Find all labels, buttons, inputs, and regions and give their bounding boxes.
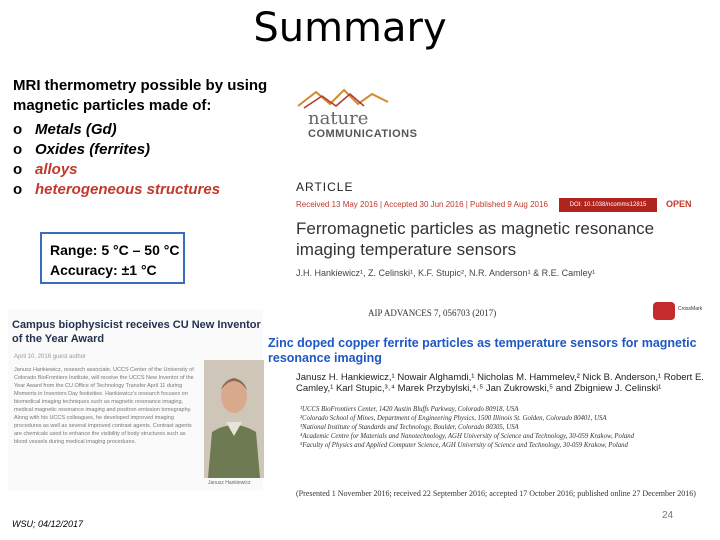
doi-badge: DOI: 10.1038/ncomms12815	[559, 198, 657, 212]
list-item	[13, 160, 220, 180]
crossmark-label: CrossMark	[678, 306, 703, 312]
accuracy-label: Accuracy: ±1 °C	[50, 262, 157, 278]
crossmark-icon	[653, 302, 675, 320]
range-accuracy-box	[40, 232, 185, 284]
nature-communications-clipping	[284, 80, 714, 290]
range-label: Range: 5 °C – 50 °C	[50, 242, 180, 258]
bullet-marker: o	[13, 181, 23, 198]
page-number: 24	[662, 510, 674, 521]
journal-citation: AIP ADVANCES 7, 056703 (2017)	[368, 308, 497, 318]
photo-caption: Janusz Hankiewicz	[208, 480, 251, 486]
news-body: Janusz Hankiewicz, research associate, UCCS Center of the University of Colorado BioFrontiers Institute, will receive the UCCS New Inventor of the Year Award from the CU Office of Technology Transfer April 11 during Moments in Inventors Day festivities. Hankiewicz's research focuses on biomedical imaging techniques such as magnetic resonance imaging, medical magnetic resonance imaging and positron emission tomography. Along with his UCCS colleagues, he developed improved imaging procedures as well as several improved contrast agents. Contrast agents are chemicals used to enhance the visibility of body structures such as blood vessels during medical imaging procedures.	[14, 367, 194, 445]
bullet-text: Oxides (ferrites)	[35, 141, 151, 158]
bullet-marker: o	[13, 141, 23, 158]
news-clipping	[8, 310, 263, 490]
affiliation-line: ¹UCCS BioFrontiers Center, 1420 Austin Bluffs Parkway, Colorado 80918, USA	[300, 406, 519, 413]
affiliation-line: ³National Institute of Standards and Technology, Boulder, Colorado 80305, USA	[300, 424, 519, 431]
nature-communications-logo	[296, 86, 436, 140]
aip-affiliations	[300, 405, 700, 450]
news-meta: April 10, 2016 guest author	[14, 354, 87, 360]
bullet-text: heterogeneous structures	[35, 181, 221, 198]
aip-advances-clipping	[268, 300, 716, 520]
person-icon	[204, 360, 264, 478]
bullet-text: Metals (Gd)	[35, 121, 117, 138]
intro-text: MRI thermometry possible by using magnetic particles made of:	[13, 77, 268, 114]
article-authors: J.H. Hankiewicz¹, Z. Celinski¹, K.F. Stupic², N.R. Anderson¹ & R.E. Camley¹	[296, 268, 596, 278]
article-dates: Received 13 May 2016 | Accepted 30 Jun 2016 | Published 9 Aug 2016	[296, 200, 548, 209]
open-access-label: OPEN	[666, 199, 692, 209]
logo-wave-icon	[296, 86, 436, 110]
footer-date: WSU; 04/12/2017	[12, 519, 84, 529]
slide-title: Summary	[253, 5, 447, 51]
aip-received-dates: (Presented 1 November 2016; received 22 September 2016; accepted 17 October 2016; published online 27 December 2016)	[296, 489, 696, 498]
list-item	[13, 180, 220, 200]
bullet-marker: o	[13, 161, 23, 178]
article-title: Ferromagnetic particles as magnetic resonance imaging temperature sensors	[296, 219, 655, 259]
logo-word-nature: nature	[308, 108, 369, 129]
list-item	[13, 120, 220, 140]
affiliation-line: ⁵Faculty of Physics and Applied Computer Science, AGH University of Science and Technology, 30-059 Krakow, Poland	[300, 442, 628, 449]
aip-article-title: Zinc doped copper ferrite particles as temperature sensors for magnetic resonance imaging	[268, 336, 697, 365]
affiliation-line: ⁴Academic Centre for Materials and Nanotechnology, AGH University of Science and Technology, 30-059 Krakow, Poland	[300, 433, 635, 440]
bullet-text: alloys	[35, 161, 78, 178]
affiliation-line: ²Colorado School of Mines, Department of Engineering Physics, 1500 Illinois St. Golden, Colorado 80401, USA	[300, 415, 607, 422]
aip-authors: Janusz H. Hankiewicz,¹ Nowair Alghamdi,¹ Nicholas M. Hammelev,² Nick B. Anderson,¹ Robert E. Camley,¹ Karl Stupic,³˒⁴ Marek Przybylski,⁴˒⁵ Jan Zukrowski,⁵ and Zbigniew J. Celinski¹	[296, 372, 704, 394]
logo-word-communications: COMMUNICATIONS	[308, 128, 418, 140]
material-list	[13, 120, 220, 200]
news-headline: Campus biophysicist receives CU New Inventor of the Year Award	[12, 319, 261, 345]
section-label: ARTICLE	[296, 180, 354, 194]
bullet-marker: o	[13, 121, 23, 138]
list-item	[13, 140, 220, 160]
portrait-photo	[204, 360, 264, 478]
